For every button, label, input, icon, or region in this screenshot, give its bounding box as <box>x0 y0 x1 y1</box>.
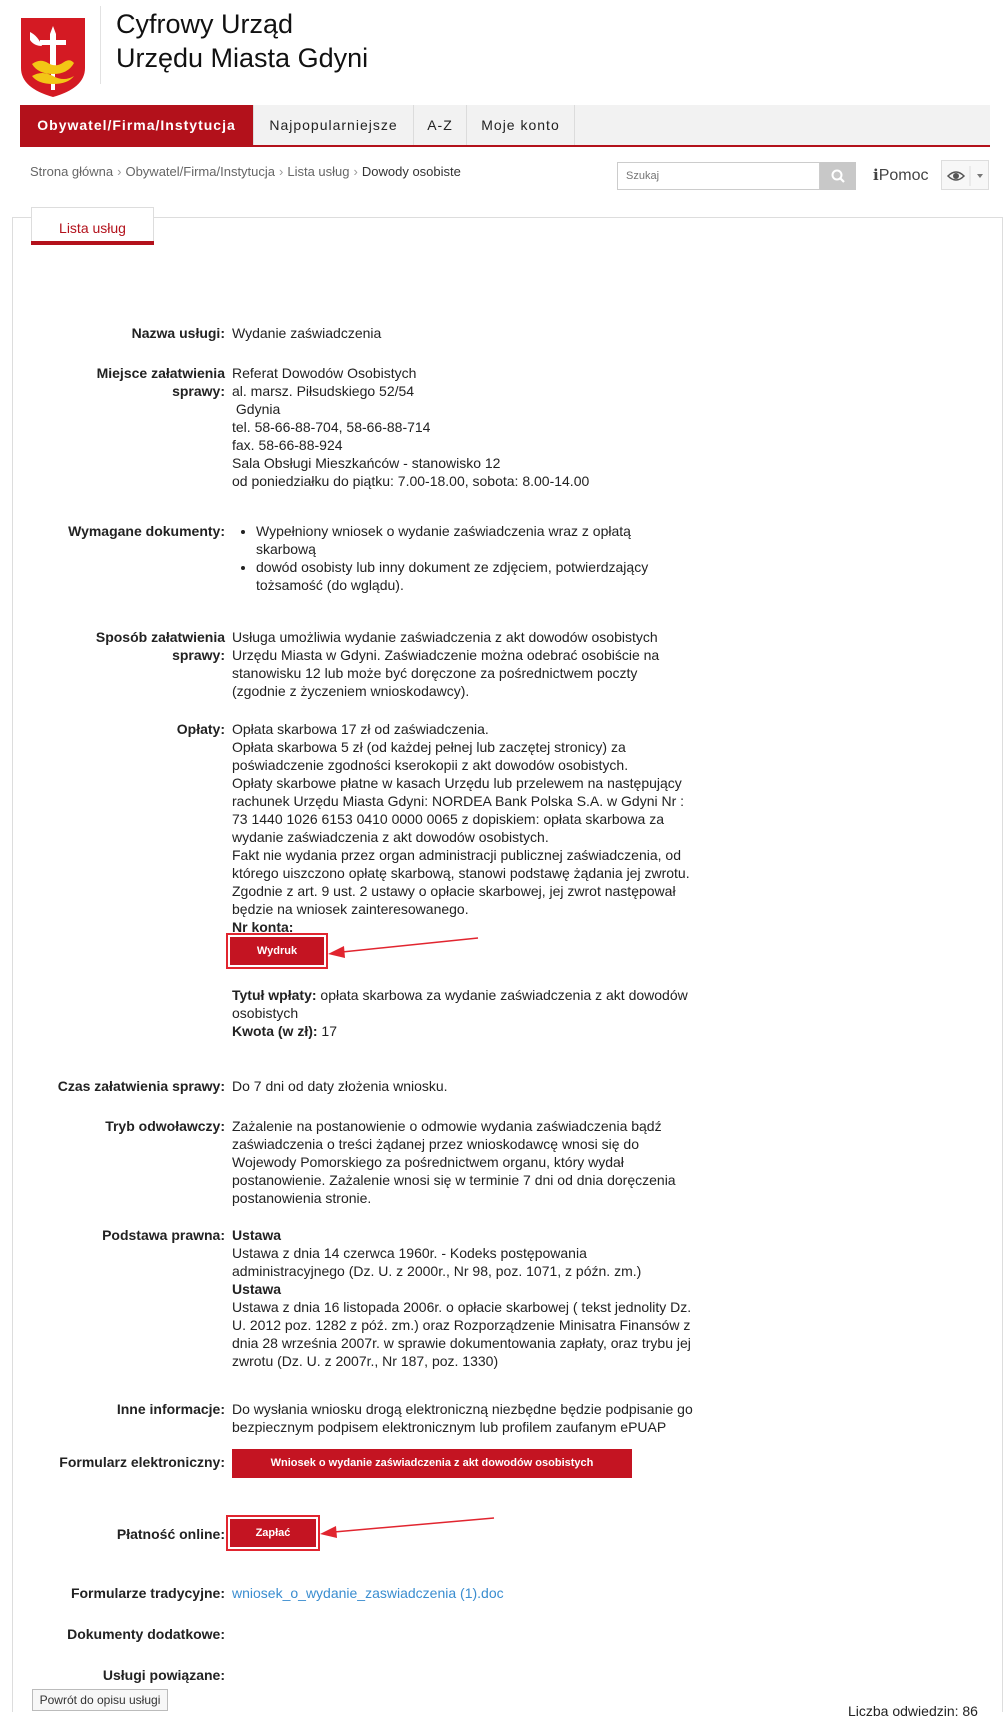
text-line: (zgodnie z życzeniem wnioskodawcy). <box>232 683 470 699</box>
label-miejsce <box>97 364 225 400</box>
back-to-description-button[interactable]: Powrót do opisu usługi <box>32 1689 168 1711</box>
tab-lista-uslug-label: Lista usług <box>59 220 126 236</box>
label-nazwa-uslugi: Nazwa usługi: <box>131 325 225 341</box>
law-heading: Ustawa <box>232 1227 282 1243</box>
help-link[interactable] <box>873 166 929 185</box>
text-line: al. marsz. Piłsudskiego 52/54 <box>232 383 415 399</box>
text-line: zaświadczenia o treści żądanej przez wnioskodawcę wnosi się do <box>232 1136 639 1152</box>
value-czas: Do 7 dni od daty złożenia wniosku. <box>232 1078 448 1094</box>
text-line: Usługa umożliwia wydanie zaświadczenia z akt dowodów osobistych <box>232 629 658 645</box>
label-sposob <box>96 628 225 664</box>
text-line: Zażalenie na postanowienie o odmowie wydania zaświadczenia bądź <box>232 1118 662 1134</box>
visit-counter: Liczba odwiedzin: 86 <box>848 1703 978 1719</box>
electronic-form-button[interactable]: Wniosek o wydanie zaświadczenia z akt dowodów osobistych <box>232 1449 632 1478</box>
text-line: Urzędu Miasta w Gdyni. Zaświadczenie można odebrać osobiście na <box>232 647 660 663</box>
gdynia-coat-of-arms-logo[interactable] <box>20 16 86 98</box>
text-line: 73 1440 1026 6153 0410 0000 0065 z dopiskiem: opłata skarbowa za <box>232 811 664 827</box>
text-line: Sala Obsługi Mieszkańców - stanowisko 12 <box>232 455 501 471</box>
main-nav <box>20 105 990 147</box>
annotation-arrow <box>318 1514 498 1544</box>
text-line: postanowienie. Zażalenie wnosi się w terminie 7 dni od dnia doręczenia <box>232 1172 676 1188</box>
annotation-arrow <box>326 934 482 964</box>
label-tryb: Tryb odwoławczy: <box>105 1118 225 1134</box>
label-miejsce-line: Miejsce załatwienia <box>96 365 225 381</box>
value-miejsce <box>232 364 589 490</box>
text-line: Gdynia <box>232 401 281 417</box>
label-tradycyjne: Formularze tradycyjne: <box>70 1585 225 1601</box>
text-line: tel. 58-66-88-704, 58-66-88-714 <box>232 419 431 435</box>
label-inne: Inne informacje: <box>116 1401 225 1417</box>
text-line: bezpiecznym podpisem elektronicznym lub profilem zaufanym ePUAP <box>232 1419 667 1435</box>
value-tryb <box>232 1117 676 1207</box>
eye-icon <box>948 172 964 180</box>
label-sposob-line: Sposób załatwienia <box>95 629 225 645</box>
nr-konta-label: Nr konta: <box>232 919 294 935</box>
text-line: zwrotu (Dz. U. z 2007r., Nr 187, poz. 1330) <box>232 1353 499 1369</box>
label-podstawa: Podstawa prawna: <box>102 1227 225 1243</box>
accessibility-dropdown[interactable] <box>941 160 989 190</box>
search-box <box>617 162 820 190</box>
breadcrumb-separator: › <box>279 164 284 179</box>
text-line: Opłaty skarbowe płatne w kasach Urzędu lub przelewem na następujący <box>232 775 682 791</box>
text-line: którego uiszczono opłatę skarbową, stanowi podstawę żądania jej zwrotu. <box>232 865 690 881</box>
text-line: Fakt nie wydania przez organ administracji publicznej zaświadczenia, od <box>232 847 682 863</box>
text-line: wydanie zaświadczenia z akt dowodów osobistych. <box>232 829 549 845</box>
tytul-value: opłata skarbowa za wydanie zaświadczenia z akt dowodów <box>316 987 688 1003</box>
text-line: Ustawa z dnia 14 czerwca 1960r. - Kodeks postępowania <box>232 1245 587 1261</box>
breadcrumb-lista-uslug[interactable]: Lista usług <box>287 164 350 179</box>
label-formularz: Formularz elektroniczny: <box>59 1454 225 1470</box>
tytul-value-cont: osobistych <box>232 1005 299 1021</box>
nav-tab-a-z[interactable]: A-Z <box>414 105 467 145</box>
text-line: U. 2012 poz. 1282 z póź. zm.) oraz Rozporządzenie Minisatra Finansów z <box>232 1317 691 1333</box>
traditional-form-link[interactable]: wniosek_o_wydanie_zaswiadczenia (1).doc <box>232 1585 504 1601</box>
value-inne <box>232 1400 693 1436</box>
site-title-line2: Urzędu Miasta Gdyni <box>116 43 369 73</box>
label-powiazane: Usługi powiązane: <box>102 1667 225 1683</box>
value-tytul-kwota <box>232 986 688 1040</box>
text-line: postanowienia stronie. <box>232 1190 372 1206</box>
print-button[interactable]: Wydruk <box>230 937 324 965</box>
label-dodatkowe: Dokumenty dodatkowe: <box>67 1626 225 1642</box>
label-czas: Czas załatwienia sprawy: <box>57 1078 225 1094</box>
law-heading: Ustawa <box>232 1281 282 1297</box>
label-platnosc: Płatność online: <box>116 1526 225 1542</box>
text-line: dnia 28 września 2007r. w sprawie dokumentowania zapłaty, oraz trybu jej <box>232 1335 691 1351</box>
tab-active-indicator <box>31 241 154 245</box>
text-line: Do wysłania wniosku drogą elektroniczną niezbędne będzie podpisanie go <box>232 1401 693 1417</box>
pay-button[interactable]: Zapłać <box>230 1519 316 1547</box>
label-oplaty: Opłaty: <box>176 721 225 737</box>
text-line: fax. 58-66-88-924 <box>232 437 343 453</box>
value-podstawa <box>232 1226 691 1370</box>
breadcrumb <box>30 164 461 179</box>
text-line: Ustawa z dnia 16 listopada 2006r. o opłacie skarbowej ( tekst jednolity Dz. <box>232 1299 692 1315</box>
text-line: Referat Dowodów Osobistych <box>232 365 417 381</box>
value-wymagane-dokumenty <box>232 522 662 594</box>
search-input[interactable] <box>618 163 814 189</box>
kwota-label: Kwota (w zł): <box>232 1023 318 1039</box>
text-line: stanowisku 12 lub może być doręczone za pośrednictwem poczty <box>232 665 638 681</box>
label-sposob-line: sprawy: <box>172 647 225 663</box>
label-wymagane-dokumenty: Wymagane dokumenty: <box>68 523 225 539</box>
kwota-value: 17 <box>317 1023 338 1039</box>
nav-tab-najpopularniejsze[interactable]: Najpopularniejsze <box>254 105 414 145</box>
text-line: poświadczenie zgodności kserokopii z akt dowodów osobistych. <box>232 757 629 773</box>
value-sposob <box>232 628 659 700</box>
text-line: od poniedziałku do piątku: 7.00-18.00, sobota: 8.00-14.00 <box>232 473 590 489</box>
nav-tab-obywatel[interactable]: Obywatel/Firma/Instytucja <box>20 105 254 145</box>
search-button[interactable] <box>820 162 856 190</box>
list-item: • Wypełniony wniosek o wydanie zaświadczenia wraz z opłatą skarbową <box>256 522 662 558</box>
label-miejsce-line: sprawy: <box>172 383 225 399</box>
search-icon <box>820 162 856 190</box>
breadcrumb-separator: › <box>117 164 122 179</box>
site-title-line1: Cyfrowy Urząd <box>116 9 294 39</box>
text-line: Opłata skarbowa 17 zł od zaświadczenia. <box>232 721 489 737</box>
text-line: Wojewody Pomorskiego za pośrednictwem organu, który wydał <box>232 1154 624 1170</box>
text-line: Opłata skarbowa 5 zł (od każdej pełnej lub zaczętej stronicy) za <box>232 739 626 755</box>
caret-down-icon <box>977 174 983 178</box>
list-item: • dowód osobisty lub inny dokument ze zdjęciem, potwierdzający tożsamość (do wglądu). <box>256 558 662 594</box>
breadcrumb-separator: › <box>353 164 358 179</box>
nav-tab-moje-konto[interactable]: Moje konto <box>467 105 575 145</box>
breadcrumb-home[interactable]: Strona główna <box>30 164 114 179</box>
breadcrumb-current: Dowody osobiste <box>361 164 461 179</box>
text-line: Zgodnie z art. 9 ust. 2 ustawy o opłacie skarbowej, jej zwrot następował <box>232 883 676 899</box>
text-line: administracyjnego (Dz. U. z 2000r., Nr 98, poz. 1071, z późn. zm.) <box>232 1263 642 1279</box>
info-icon: i <box>873 166 879 184</box>
breadcrumb-obywatel[interactable]: Obywatel/Firma/Instytucja <box>125 164 276 179</box>
text-line: będzie na wniosek zainteresowanego. <box>232 901 469 917</box>
help-label: Pomoc <box>878 167 929 184</box>
tytul-label: Tytuł wpłaty: <box>232 987 317 1003</box>
value-nazwa-uslugi: Wydanie zaświadczenia <box>232 325 382 341</box>
value-oplaty <box>232 720 690 936</box>
header-divider <box>100 6 101 84</box>
text-line: rachunek Urzędu Miasta Gdyni: NORDEA Bank Polska S.A. w Gdyni Nr : <box>232 793 685 809</box>
documents-list <box>232 522 662 594</box>
